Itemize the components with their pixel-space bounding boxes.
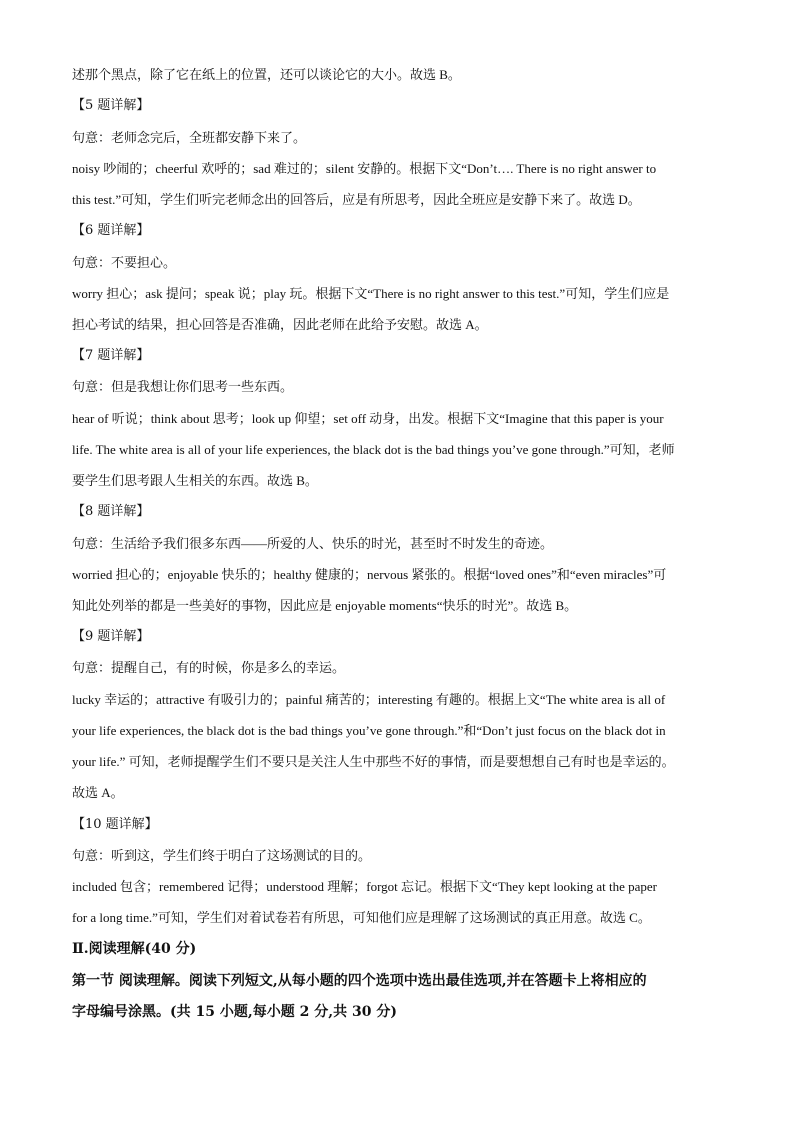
section-heading-q6: 【6 题详解】 bbox=[72, 223, 150, 238]
section-heading-q5: 【5 题详解】 bbox=[72, 98, 150, 113]
text-line: lucky 幸运的；attractive 有吸引力的；painful 痛苦的；interesting 有趣的。根据上文“The white area is all of bbox=[72, 692, 666, 707]
text-line: your life experiences, the black dot is the bad things you’ve gone through.”和“Don’t just focus on the black dot in bbox=[72, 723, 666, 738]
text-line: 故选 A。 bbox=[72, 785, 124, 800]
text-line: 述那个黑点，除了它在纸上的位置，还可以谈论它的大小。故选 B。 bbox=[72, 67, 461, 82]
text-line: included 包含；remembered 记得；understood 理解；forgot 忘记。根据下文“They kept looking at the paper bbox=[72, 879, 658, 894]
text-line: worry 担心；ask 提问；speak 说；play 玩。根据下文“There is no right answer to this test.”可知，学生们应是 bbox=[72, 286, 670, 301]
text-line: 句意：不要担心。 bbox=[72, 255, 177, 270]
text-line: noisy 吵闹的；cheerful 欢呼的；sad 难过的；silent 安静的。根据下文“Don’t…. There is no right answer to bbox=[72, 161, 657, 176]
instruction-line: 第一节 阅读理解。阅读下列短文,从每小题的四个选项中选出最佳选项,并在答题卡上将相应的 bbox=[72, 973, 647, 989]
text-line: 句意：生活给予我们很多东西——所爱的人、快乐的时光，甚至时不时发生的奇迹。 bbox=[72, 536, 554, 551]
text-line: 句意：提醒自己，有的时候，你是多么的幸运。 bbox=[72, 660, 346, 675]
text-line: 担心考试的结果，担心回答是否准确，因此老师在此给予安慰。故选 A。 bbox=[72, 317, 488, 332]
text-line: 句意：听到这，学生们终于明白了这场测试的目的。 bbox=[72, 848, 372, 863]
section-heading-q9: 【9 题详解】 bbox=[72, 629, 150, 644]
text-line: worried 担心的；enjoyable 快乐的；healthy 健康的；nervous 紧张的。根据“loved ones”和“even miracles”可 bbox=[72, 567, 667, 582]
text-line: life. The white area is all of your life experiences, the black dot is the bad things you’ve gone through.”可知，老师 bbox=[72, 442, 675, 457]
text-line: 知此处列举的都是一些美好的事物，因此应是 enjoyable moments“快乐的时光”。故选 B。 bbox=[72, 598, 578, 613]
text-line: 要学生们思考跟人生相关的东西。故选 B。 bbox=[72, 473, 318, 488]
text-line: for a long time.”可知，学生们对着试卷若有所思，可知他们应是理解了这场测试的真正用意。故选 C。 bbox=[72, 910, 651, 925]
text-line: 句意：老师念完后，全班都安静下来了。 bbox=[72, 130, 307, 145]
text-line: 句意：但是我想让你们思考一些东西。 bbox=[72, 379, 294, 394]
text-line: hear of 听说；think about 思考；look up 仰望；set off 动身，出发。根据下文“Imagine that this paper is your bbox=[72, 411, 664, 426]
section-heading-q8: 【8 题详解】 bbox=[72, 504, 150, 519]
text-line: this test.”可知，学生们听完老师念出的回答后，应是有所思考，因此全班应是安静下来了。故选 D。 bbox=[72, 192, 641, 207]
section-heading-q7: 【7 题详解】 bbox=[72, 348, 150, 363]
instruction-line: 字母编号涂黑。(共 15 小题,每小题 2 分,共 30 分) bbox=[72, 1004, 397, 1020]
part-heading-reading: Ⅱ.阅读理解(40 分) bbox=[72, 941, 197, 957]
section-heading-q10: 【10 题详解】 bbox=[72, 817, 158, 832]
text-line: your life.” 可知，老师提醒学生们不要只是关注人生中那些不好的事情，而是要想想自己有时也是幸运的。 bbox=[72, 754, 675, 769]
